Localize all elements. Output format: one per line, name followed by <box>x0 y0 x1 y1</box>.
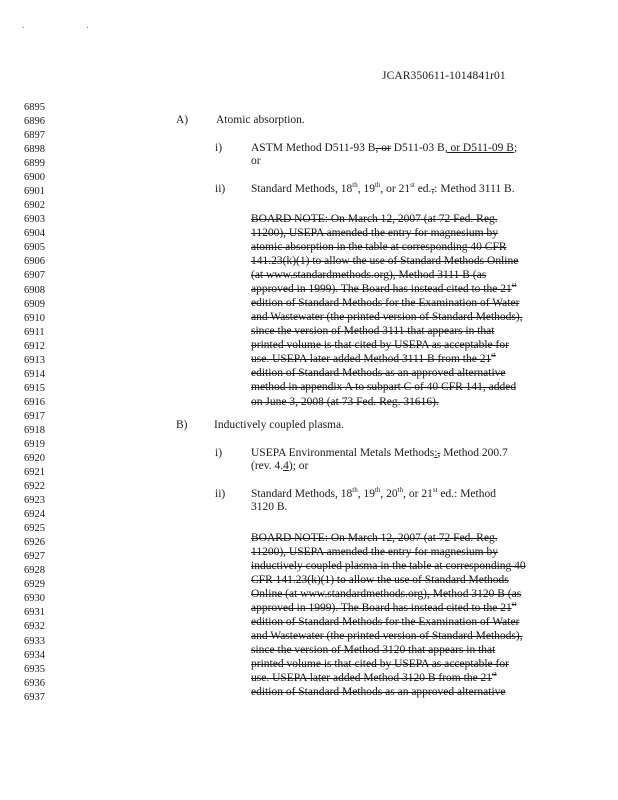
section-a-title: Atomic absorption. <box>216 114 305 126</box>
board-note-line: since the version of Method 3120 that appears in that <box>251 644 496 657</box>
board-note-line: 141.23(k)(1) to allow the use of Standard Methods Online <box>251 255 519 268</box>
board-note-line: (at www.standardmethods.org), Method 3111 B (as <box>251 269 487 282</box>
board-note-line: 11200), USEPA amended the entry for magnesium by <box>251 546 499 559</box>
line-number: 6926 <box>24 537 45 549</box>
line-number: 6925 <box>24 523 45 535</box>
line-number: 6916 <box>24 396 45 408</box>
board-note-line: CFR 141.23(k)(1) to allow the use of Standard Methods <box>251 574 509 587</box>
line-number: 6933 <box>24 635 45 647</box>
scan-marks: . . <box>22 20 119 30</box>
item-a-i-marker: i) <box>215 142 223 154</box>
board-note-line: method in appendix A to subpart C of 40 CFR 141, added <box>251 381 517 394</box>
line-number: 6934 <box>24 649 45 661</box>
board-note-line: edition of Standard Methods as an approved alternative <box>251 367 506 380</box>
line-number: 6909 <box>24 298 45 310</box>
item-a-ii-text: Standard Methods, 18th, 19th, or 21st ed.,: Method 3111 B. <box>251 181 515 195</box>
line-number: 6931 <box>24 607 45 619</box>
board-note-line: atomic absorption in the table at corresponding 40 CFR <box>251 241 507 254</box>
line-number: 6922 <box>24 481 45 493</box>
section-a-marker: A) <box>176 114 189 126</box>
board-note-line: since the version of Method 3111 that appears in that <box>251 325 495 338</box>
line-number: 6932 <box>24 621 45 633</box>
item-b-ii-text: Standard Methods, 18th, 19th, 20th, or 21st ed.: Method <box>251 486 496 500</box>
line-number: 6910 <box>24 312 45 324</box>
board-note-line: 11200), USEPA amended the entry for magnesium by <box>251 227 499 240</box>
line-number: 6919 <box>24 438 45 450</box>
line-number: 6935 <box>24 663 45 675</box>
line-number: 6923 <box>24 495 45 507</box>
line-number: 6930 <box>24 593 45 605</box>
line-number: 6904 <box>24 228 45 240</box>
line-number: 6912 <box>24 340 45 352</box>
line-number: 6901 <box>24 186 45 198</box>
line-number: 6920 <box>24 453 45 464</box>
board-note-line: use. USEPA later added Method 3120 B from the 21st <box>251 670 497 685</box>
line-number: 6915 <box>24 382 45 394</box>
line-number: 6903 <box>24 214 45 226</box>
board-note-line: printed volume is that cited by USEPA as acceptable for <box>251 339 509 352</box>
board-note-line: on June 3, 2008 (at 73 Fed. Reg. 31616). <box>251 395 439 408</box>
line-number: 6895 <box>24 102 45 113</box>
line-number: 6907 <box>24 270 45 282</box>
line-number: 6917 <box>24 410 45 422</box>
line-number: 6924 <box>24 509 45 521</box>
item-b-ii-continuation: 3120 B. <box>251 501 288 513</box>
line-number: 6914 <box>24 368 45 380</box>
line-number: 6898 <box>24 144 45 156</box>
line-number: 6913 <box>24 354 45 366</box>
board-note-line: printed volume is that cited by USEPA as acceptable for <box>251 658 509 671</box>
board-note-line: use. USEPA later added Method 3111 B from the 21st <box>251 351 496 366</box>
line-number: 6929 <box>24 579 45 591</box>
board-note-line: approved in 1999). The Board has instead cited to the 21st <box>251 281 517 296</box>
board-note-line: and Wastewater (the printed version of Standard Methods), <box>251 630 523 643</box>
line-number: 6928 <box>24 565 45 577</box>
board-note-line: edition of Standard Methods for the Examination of Water <box>251 616 520 629</box>
line-number: 6921 <box>24 467 45 479</box>
item-a-i-text: ASTM Method D511-93 B, or D511-03 B, or D511-09 B; <box>251 142 518 154</box>
line-number: 6896 <box>24 116 45 128</box>
item-a-ii-marker: ii) <box>215 183 226 195</box>
line-number: 6900 <box>24 172 45 184</box>
board-note-line: edition of Standard Methods for the Examination of Water <box>251 297 520 310</box>
line-number: 6908 <box>24 284 45 296</box>
line-number: 6905 <box>24 242 45 254</box>
section-b-title: Inductively coupled plasma. <box>214 419 344 431</box>
line-number: 6899 <box>24 158 45 170</box>
line-number: 6918 <box>24 424 45 436</box>
item-a-i-continuation: or <box>251 155 261 167</box>
line-number: 6906 <box>24 256 45 268</box>
line-number: 6927 <box>24 551 45 563</box>
board-note-line: Online (at www.standardmethods.org), Method 3120 B (as <box>251 588 522 601</box>
line-number: 6897 <box>24 130 45 142</box>
item-b-i-text: USEPA Environmental Metals Methods:, Method 200.7 <box>251 447 508 459</box>
board-note-line: BOARD NOTE: On March 12, 2007 (at 72 Fed. Reg. <box>251 532 498 544</box>
board-note-line: edition of Standard Methods as an approved alternative <box>251 686 506 699</box>
document-id: JCAR350611-1014841r01 <box>382 70 506 82</box>
board-note-line: inductively coupled plasma in the table at corresponding 40 <box>251 560 526 573</box>
section-b-marker: B) <box>176 419 188 431</box>
line-number: 6911 <box>24 326 45 338</box>
line-number: 6937 <box>24 691 45 703</box>
board-note-line: BOARD NOTE: On March 12, 2007 (at 72 Fed. Reg. <box>251 213 498 225</box>
item-b-i-marker: i) <box>215 447 223 459</box>
line-number: 6936 <box>24 677 45 689</box>
item-b-ii-marker: ii) <box>215 488 226 500</box>
board-note-line: approved in 1999). The Board has instead cited to the 21st <box>251 600 517 615</box>
item-b-i-continuation: (rev. 4.4); or <box>251 460 309 472</box>
board-note-line: and Wastewater (the printed version of Standard Methods), <box>251 311 523 324</box>
line-number: 6902 <box>24 200 45 212</box>
